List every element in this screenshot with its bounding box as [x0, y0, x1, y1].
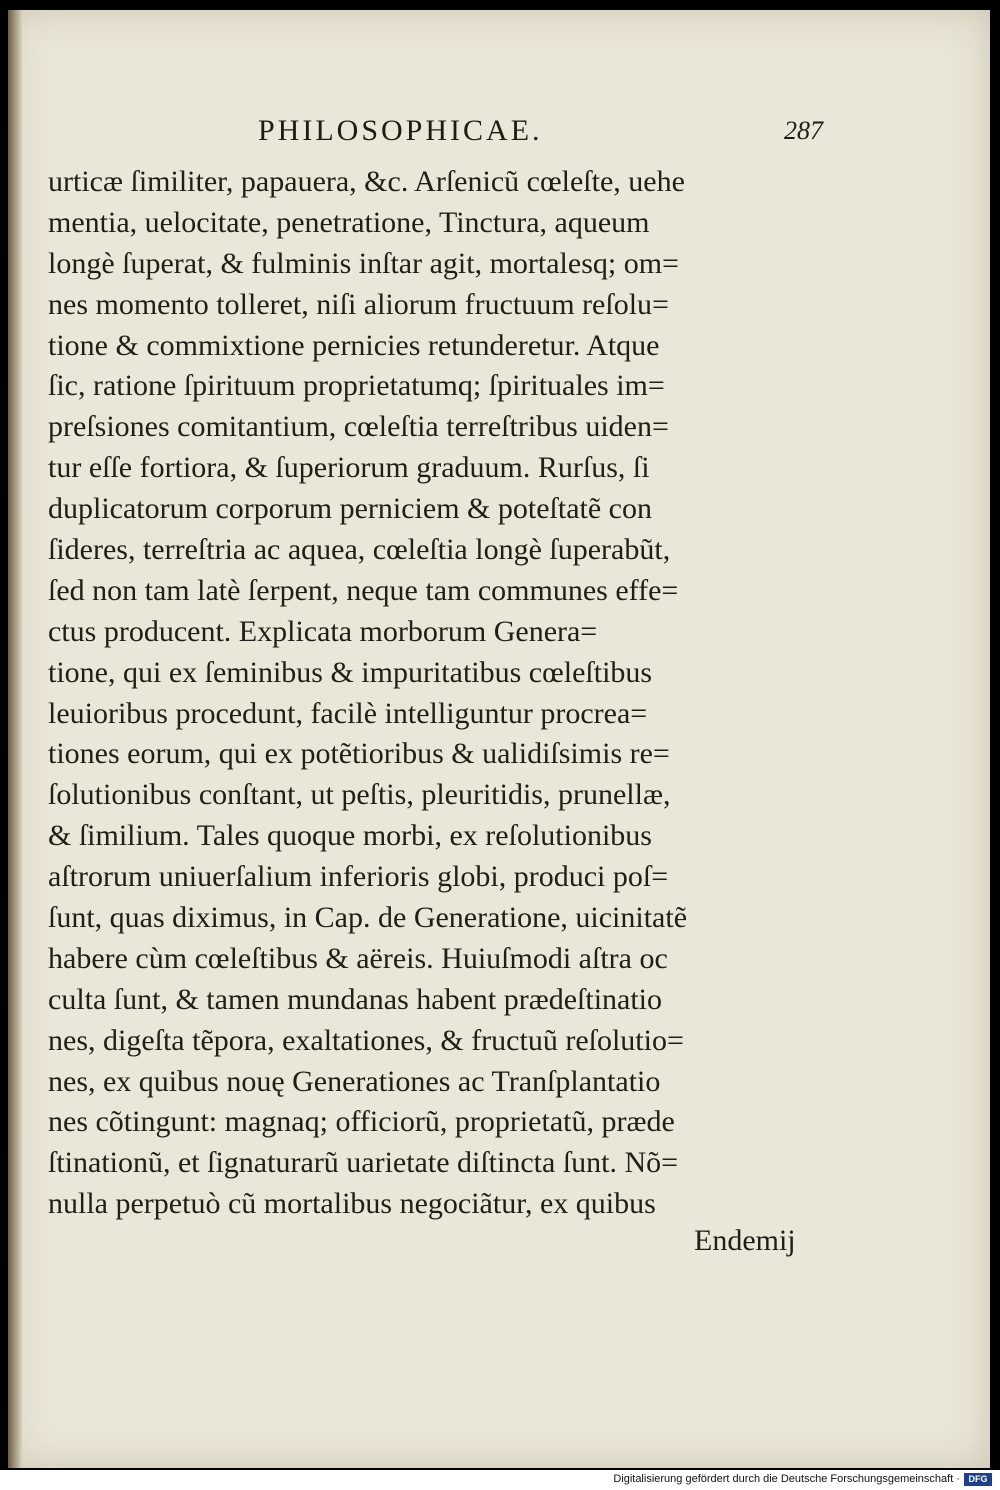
text-line: ſic, ratione ſpirituum proprietatumq; ſpirituales im= [48, 369, 665, 403]
book-page [8, 10, 990, 1468]
text-line: & ſimilium. Tales quoque morbi, ex reſolutionibus [48, 819, 652, 853]
text-line: urticæ ſimiliter, papauera, &c. Arſenicũ cœleſte, uehe [48, 165, 685, 198]
text-line: ſolutionibus conſtant, ut peſtis, pleuritidis, prunellæ, [48, 778, 671, 812]
text-line: nulla perpetuò cũ mortalibus negociãtur, ex quibus [48, 1187, 656, 1221]
funding-credit: Digitalisierung gefördert durch die Deutsche Forschungsgemeinschaft · [613, 1473, 960, 1485]
text-line: nes, ex quibus nouę Generationes ac Tranſplantatio [48, 1064, 661, 1098]
running-head-title: PHILOSOPHICAE. [258, 114, 543, 147]
text-line: culta ſunt, & tamen mundanas habent prædeſtinatio [48, 982, 663, 1016]
text-line: tur eſſe fortiora, & ſuperiorum graduum. Rurſus, ſi [48, 451, 650, 485]
text-line: aſtrorum uniuerſalium inferioris globi, produci poſ= [48, 860, 669, 894]
text-line: nes momento tolleret, niſi aliorum fructuum reſolu= [48, 287, 669, 321]
text-line: tione, qui ex ſeminibus & impuritatibus cœleſtibus [48, 655, 653, 689]
text-line: ſtinationũ, et ſignaturarũ uarietate diſtincta ſunt. Nõ= [48, 1146, 679, 1180]
text-line: tione & commixtione pernicies retunderetur. Atque [48, 328, 660, 362]
page-binding-edge [8, 10, 22, 1468]
text-line: tiones eorum, qui ex potẽtioribus & ualidiſsimis re= [48, 737, 670, 771]
text-line: duplicatorum corporum perniciem & poteſtatẽ con [48, 492, 652, 526]
text-line: habere cùm cœleſtibus & aëreis. Huiuſmodi aſtra oc [48, 941, 668, 975]
text-line: nes, digeſta tẽpora, exaltationes, & fructuũ reſolutio= [48, 1023, 684, 1057]
page-number: 287 [784, 116, 823, 145]
text-line: ſunt, quas diximus, in Cap. de Generatione, uicinitatẽ [48, 901, 688, 935]
text-line: leuioribus procedunt, facilè intelliguntur procrea= [48, 696, 648, 730]
text-line: mentia, uelocitate, penetratione, Tinctura, aqueum [48, 205, 650, 239]
body-text [48, 162, 838, 1225]
footer-bar [0, 1470, 1000, 1490]
catchword: Endemij [694, 1224, 796, 1257]
dfg-logo-icon: DFG [964, 1473, 992, 1486]
text-line: nes cõtingunt: magnaq; officiorũ, proprietatũ, præde [48, 1105, 675, 1139]
text-line: longè ſuperat, & fulminis inſtar agit, mortalesq; om= [48, 246, 679, 280]
text-line: ſideres, terreſtria ac aquea, cœleſtia longè ſuperabũt, [48, 533, 671, 567]
text-line: ctus producent. Explicata morborum Genera= [48, 614, 598, 648]
text-line: ſed non tam latè ſerpent, neque tam communes effe= [48, 573, 679, 607]
running-head [8, 114, 990, 154]
text-line: preſsiones comitantium, cœleſtia terreſtribus uiden= [48, 410, 669, 444]
